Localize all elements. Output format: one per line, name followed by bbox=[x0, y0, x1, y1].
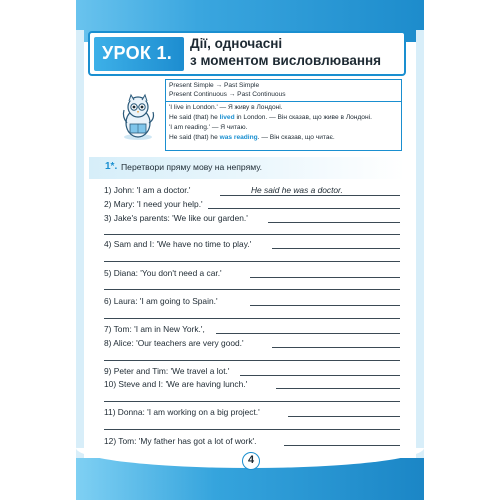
exercise-item-1: 1) John: 'I am a doctor.' bbox=[104, 185, 191, 195]
example-direct-1: 'I live in London.' — Я живу в Лондоні. bbox=[169, 104, 283, 111]
example-reported-2 bbox=[169, 134, 335, 143]
exercise-item-7: 7) Tom: 'I am in New York.', bbox=[104, 324, 205, 334]
example-reported-2-pre: He said (that) he bbox=[169, 134, 220, 141]
answer-line-10a[interactable] bbox=[276, 388, 400, 389]
answer-line-8b[interactable] bbox=[104, 360, 400, 361]
rule-present-continuous: Present Continuous → Past Continuous bbox=[169, 91, 286, 98]
lesson-title-line2: з моментом висловлювання bbox=[190, 53, 382, 68]
exercise-item-11: 11) Donna: 'I am working on a big project.' bbox=[104, 407, 260, 417]
example-reported-1-highlight: lived bbox=[219, 114, 235, 121]
answer-line-5a[interactable] bbox=[250, 277, 400, 278]
answer-line-3b[interactable] bbox=[104, 234, 400, 235]
example-reported-1-pre: He said (that) he bbox=[169, 114, 220, 121]
lesson-title-box bbox=[88, 31, 406, 76]
answer-line-6b[interactable] bbox=[104, 318, 400, 319]
exercise-item-5: 5) Diana: 'You don't need a car.' bbox=[104, 268, 222, 278]
lesson-tag bbox=[94, 37, 184, 71]
example-reported-2-post: . — Він сказав, що читає. bbox=[257, 134, 335, 141]
example-direct-2: 'I am reading.' — Я читаю. bbox=[169, 124, 248, 131]
example-reported-1 bbox=[169, 114, 372, 123]
exercise-item-4: 4) Sam and I: 'We have no time to play.' bbox=[104, 239, 252, 249]
answer-line-4b[interactable] bbox=[104, 261, 400, 262]
exercise-item-9: 9) Peter and Tim: 'We travel a lot.' bbox=[104, 366, 230, 376]
exercise-item-10: 10) Steve and I: 'We are having lunch.' bbox=[104, 379, 248, 389]
owl-mascot-icon bbox=[117, 93, 159, 143]
exercise-answer-1: He said he was a doctor. bbox=[251, 185, 343, 195]
rule-divider bbox=[166, 101, 401, 102]
page-number: 4 bbox=[242, 452, 260, 470]
lesson-label: УРОК 1. bbox=[102, 43, 173, 63]
answer-line-6a[interactable] bbox=[250, 305, 400, 306]
exercise-number: 1*. bbox=[105, 161, 118, 172]
answer-line-5b[interactable] bbox=[104, 289, 400, 290]
left-margin-strip bbox=[76, 30, 84, 470]
answer-line-11b[interactable] bbox=[104, 429, 400, 430]
exercise-item-3: 3) Jake's parents: 'We like our garden.' bbox=[104, 213, 248, 223]
answer-line-11a[interactable] bbox=[288, 416, 400, 417]
answer-line-9[interactable] bbox=[240, 375, 400, 376]
right-margin-strip bbox=[416, 30, 424, 470]
example-reported-2-highlight: was reading bbox=[219, 134, 258, 141]
answer-line-12[interactable] bbox=[284, 445, 400, 446]
lesson-title-line1: Дії, одночасні bbox=[190, 36, 283, 51]
exercise-header bbox=[89, 157, 405, 179]
answer-line-1[interactable] bbox=[220, 195, 400, 196]
answer-line-3a[interactable] bbox=[268, 222, 400, 223]
answer-line-7[interactable] bbox=[216, 333, 400, 334]
example-reported-1-post: in London. — Він сказав, що живе в Лондоні. bbox=[234, 114, 372, 121]
exercise-item-6: 6) Laura: 'I am going to Spain.' bbox=[104, 296, 218, 306]
grammar-rule-box bbox=[165, 79, 402, 151]
exercise-item-2: 2) Mary: 'I need your help.' bbox=[104, 199, 203, 209]
answer-line-8a[interactable] bbox=[272, 347, 400, 348]
answer-line-2[interactable] bbox=[208, 208, 400, 209]
answer-line-10b[interactable] bbox=[104, 401, 400, 402]
rule-present-simple: Present Simple → Past Simple bbox=[169, 82, 260, 89]
exercise-instruction: Перетвори пряму мову на непряму. bbox=[121, 162, 263, 172]
lesson-title bbox=[190, 35, 381, 69]
exercise-item-8: 8) Alice: 'Our teachers are very good.' bbox=[104, 338, 244, 348]
exercise-item-12: 12) Tom: 'My father has got a lot of work'. bbox=[104, 436, 257, 446]
answer-line-4a[interactable] bbox=[272, 248, 400, 249]
